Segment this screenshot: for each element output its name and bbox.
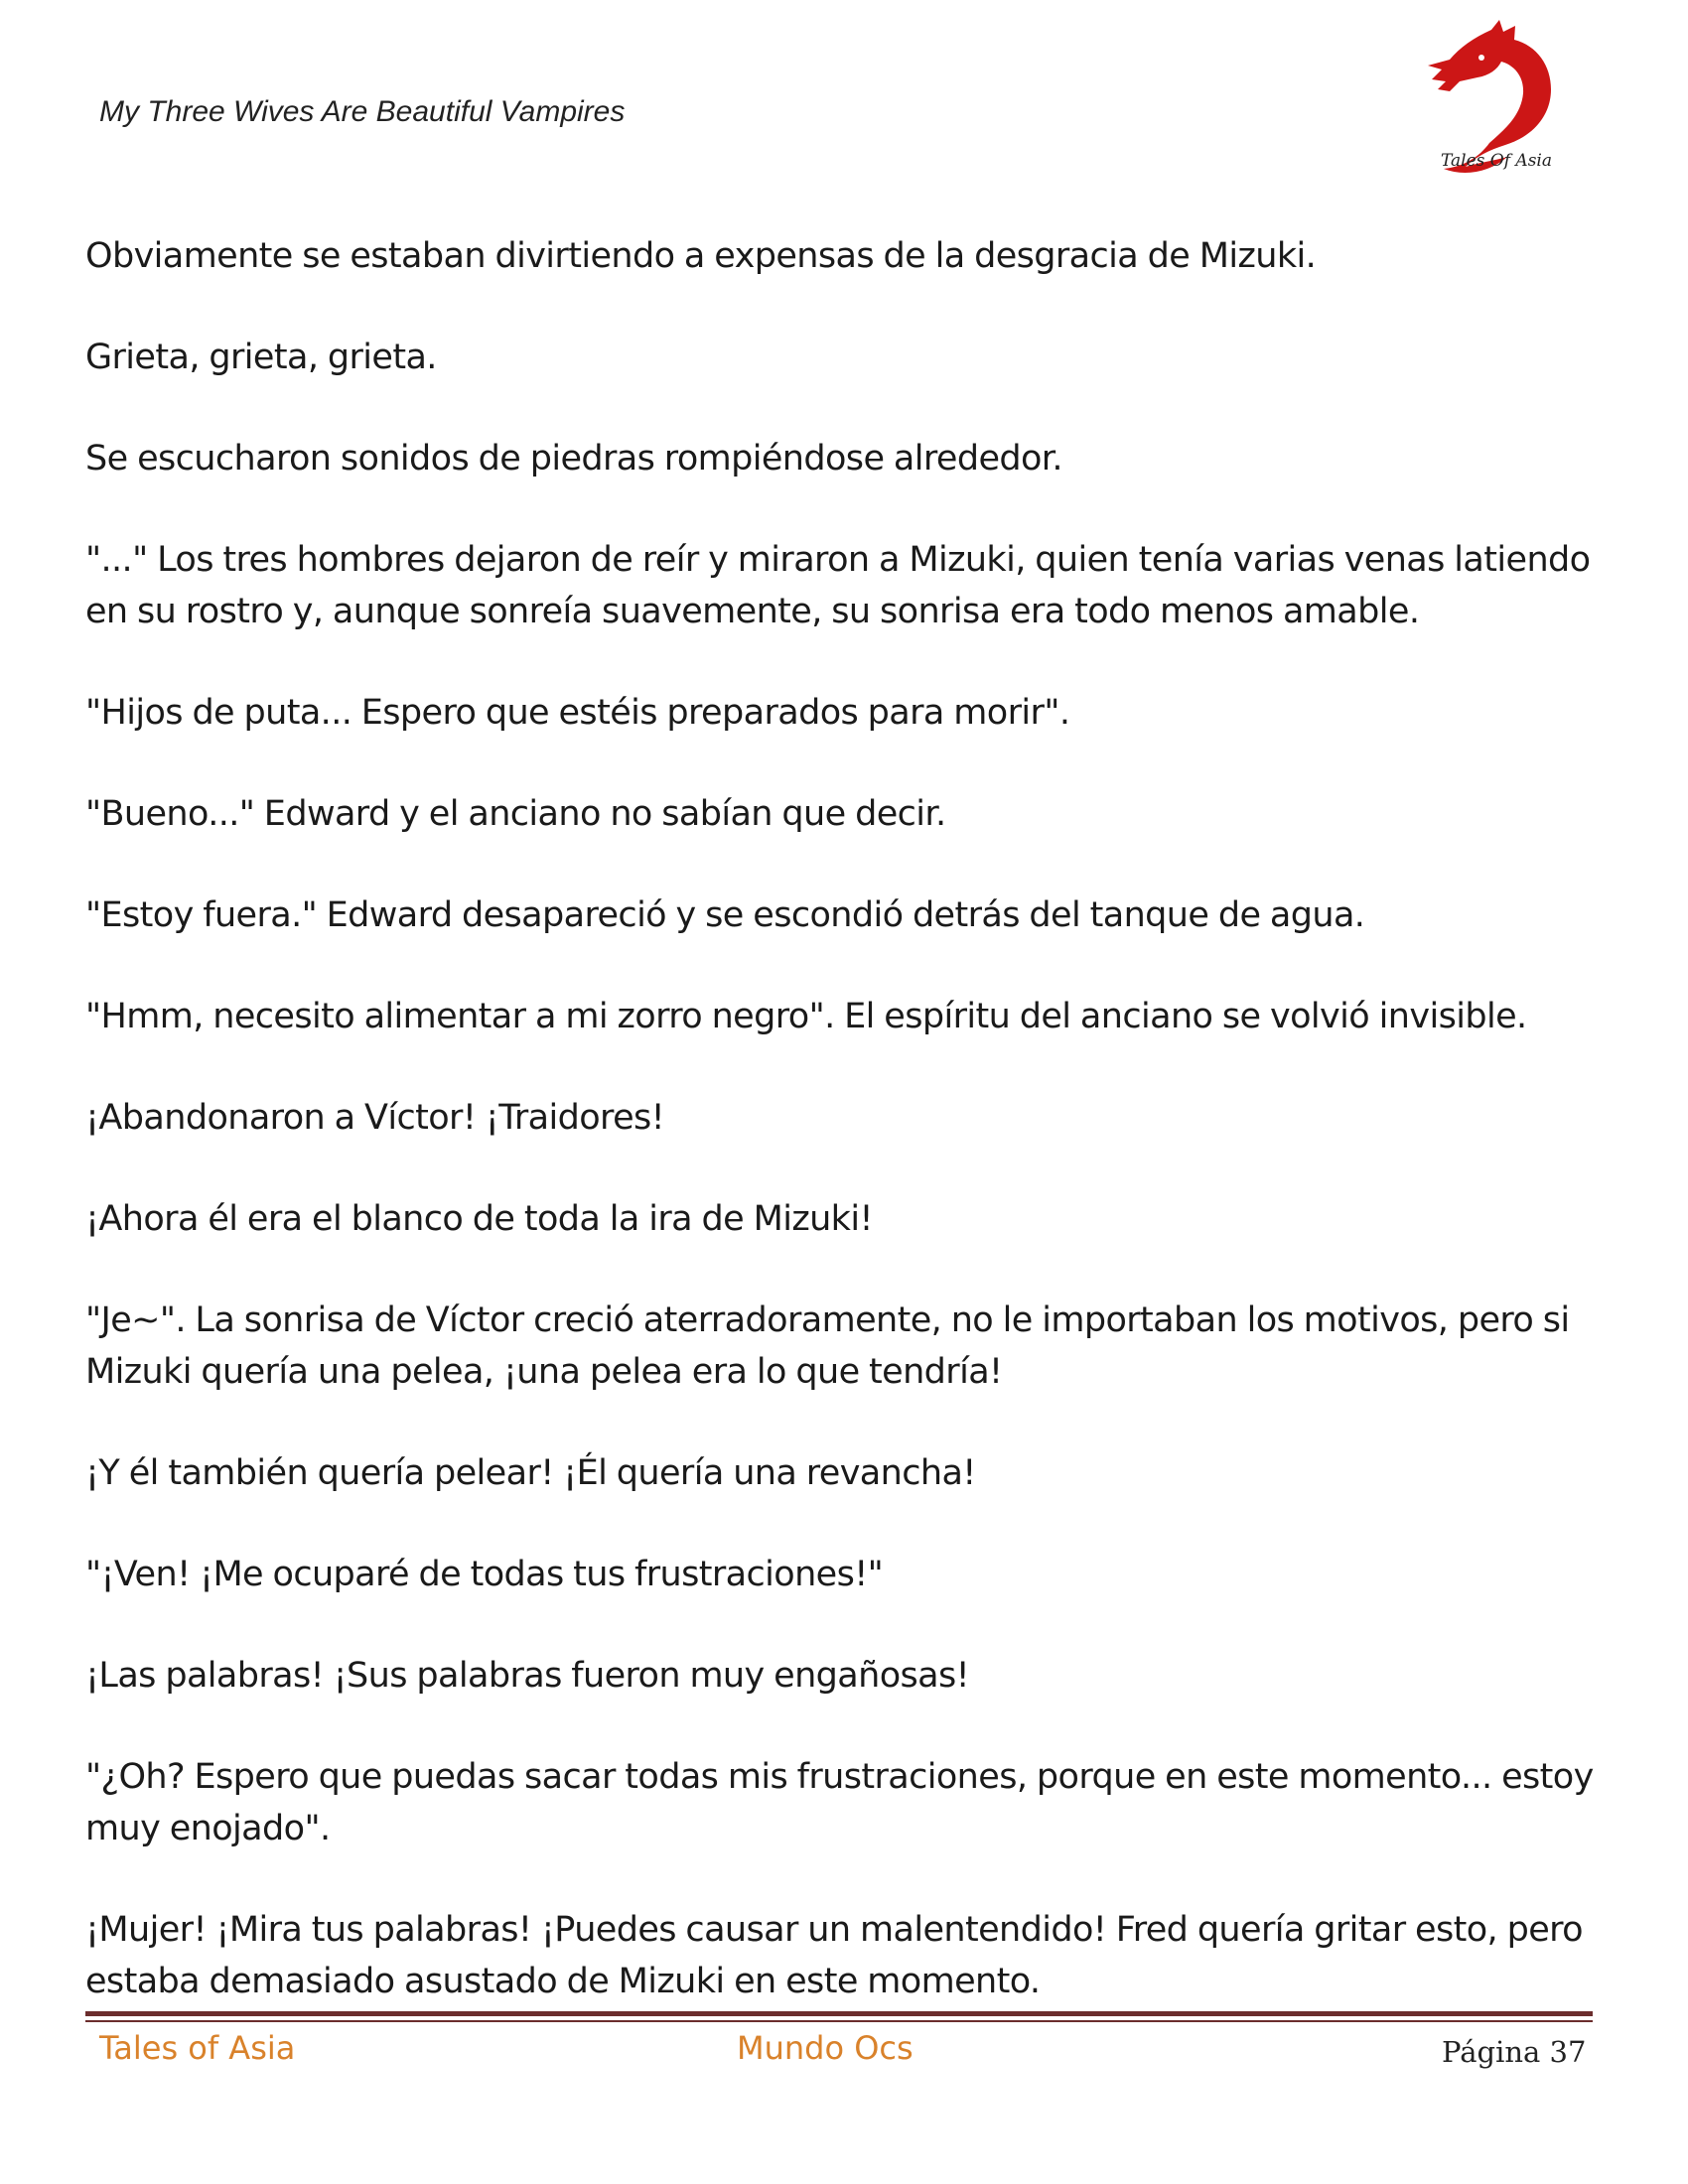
page-number: Página 37 — [1442, 2035, 1587, 2069]
paragraph: "Je~". La sonrisa de Víctor creció aterradoramente, no le importaban los motivos, pero si Mizuki quería una pelea, ¡una pelea era lo que tendría! — [85, 1300, 1570, 1392]
dragon-head-shape — [1428, 20, 1551, 173]
paragraph: ¡Y él también quería pelear! ¡Él quería una revancha! — [85, 1453, 976, 1493]
body-text — [85, 230, 1615, 2012]
paragraph: Grieta, grieta, grieta. — [85, 338, 437, 377]
paragraph: ¡Las palabras! ¡Sus palabras fueron muy engañosas! — [85, 1656, 970, 1696]
logo-text: Tales Of Asia — [1441, 151, 1552, 171]
paragraph: "¿Oh? Espero que puedas sacar todas mis frustraciones, porque en este momento... estoy muy enojado". — [85, 1757, 1594, 1848]
paragraph: Se escucharon sonidos de piedras rompiéndose alrededor. — [85, 439, 1062, 478]
footer-site-name: Tales of Asia — [99, 2029, 296, 2067]
footer-divider — [85, 2011, 1593, 2016]
paragraph: ¡Abandonaron a Víctor! ¡Traidores! — [85, 1098, 665, 1138]
paragraph: ¡Mujer! ¡Mira tus palabras! ¡Puedes causar un malentendido! Fred quería gritar esto, pero estaba demasiado asustado de Mizuki en este momento. — [85, 1910, 1583, 2001]
document-title: My Three Wives Are Beautiful Vampires — [99, 95, 626, 128]
dragon-eye — [1478, 55, 1484, 61]
paragraph: "Hijos de puta... Espero que estéis preparados para morir". — [85, 693, 1070, 733]
paragraph: "Hmm, necesito alimentar a mi zorro negro". El espíritu del anciano se volvió invisible. — [85, 997, 1527, 1036]
paragraph: "Bueno..." Edward y el anciano no sabían que decir. — [85, 794, 946, 834]
paragraph: "..." Los tres hombres dejaron de reír y miraron a Mizuki, quien tenía varias venas latiendo en su rostro y, aunque sonreía suavemente, su sonrisa era todo menos amable. — [85, 540, 1591, 631]
footer-divider-thin — [85, 2020, 1593, 2022]
footer-group-name: Mundo Ocs — [737, 2029, 914, 2067]
paragraph: "Estoy fuera." Edward desapareció y se escondió detrás del tanque de agua. — [85, 895, 1365, 935]
paragraph: Obviamente se estaban divirtiendo a expensas de la desgracia de Mizuki. — [85, 236, 1317, 276]
paragraph: ¡Ahora él era el blanco de toda la ira de Mizuki! — [85, 1199, 873, 1239]
paragraph: "¡Ven! ¡Me ocuparé de todas tus frustraciones!" — [85, 1555, 884, 1594]
